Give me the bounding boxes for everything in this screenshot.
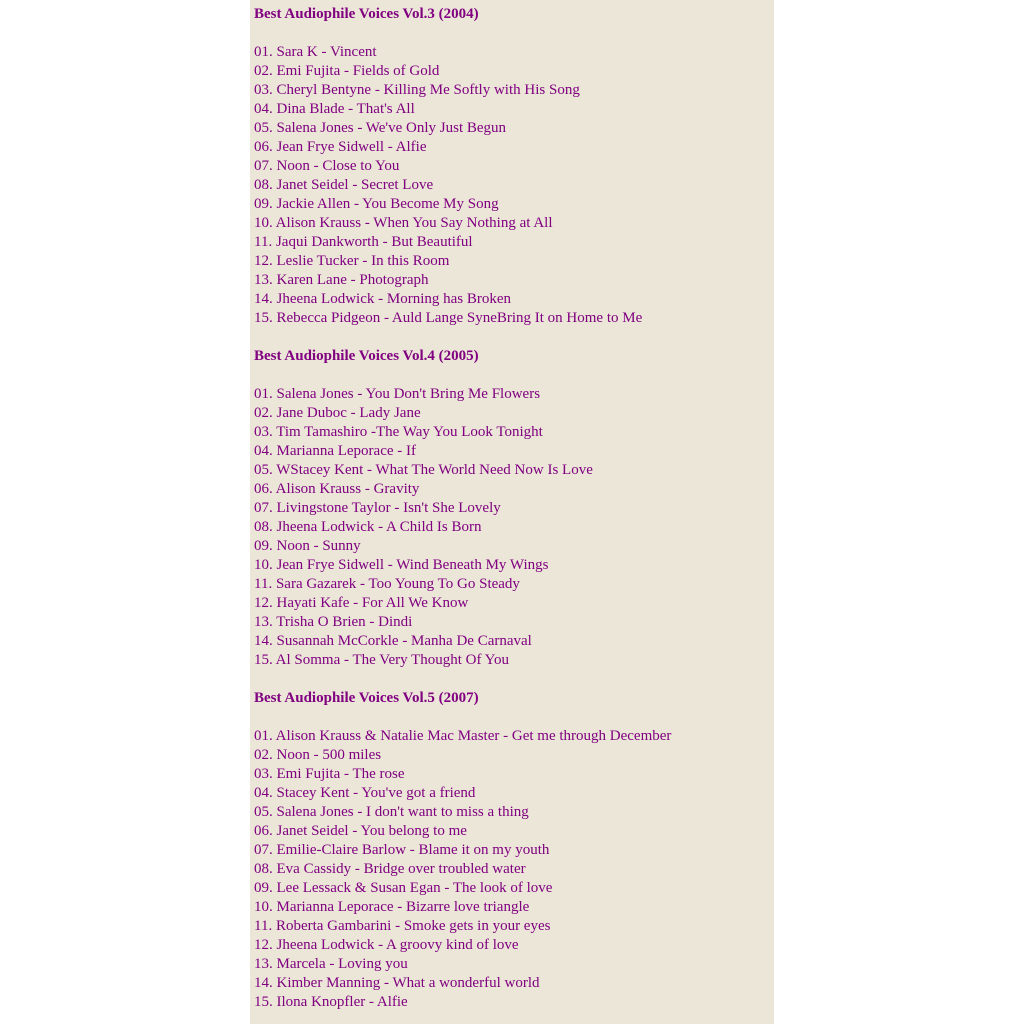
track-item: 01. Alison Krauss & Natalie Mac Master - Get me through December bbox=[254, 728, 672, 744]
track-item: 04. Stacey Kent - You've got a friend bbox=[254, 785, 476, 801]
track-item: 08. Janet Seidel - Secret Love bbox=[254, 177, 434, 193]
track-item: 06. Jean Frye Sidwell - Alfie bbox=[254, 139, 427, 155]
track-item: 14. Susannah McCorkle - Manha De Carnaval bbox=[254, 633, 532, 649]
content-panel bbox=[250, 0, 774, 1024]
track-item: 15. Rebecca Pidgeon - Auld Lange SyneBring It on Home to Me bbox=[254, 310, 643, 326]
track-list bbox=[254, 385, 770, 670]
track-item: 07. Emilie-Claire Barlow - Blame it on my youth bbox=[254, 842, 550, 858]
track-item: 04. Dina Blade - That's All bbox=[254, 101, 415, 117]
track-item: 10. Jean Frye Sidwell - Wind Beneath My Wings bbox=[254, 557, 549, 573]
track-item: 03. Tim Tamashiro -The Way You Look Tonight bbox=[254, 424, 543, 440]
album-section bbox=[254, 347, 770, 670]
album-title: Best Audiophile Voices Vol.4 (2005) bbox=[254, 348, 479, 364]
track-item: 04. Marianna Leporace - If bbox=[254, 443, 416, 459]
track-item: 13. Trisha O Brien - Dindi bbox=[254, 614, 413, 630]
track-item: 09. Noon - Sunny bbox=[254, 538, 361, 554]
track-item: 01. Sara K - Vincent bbox=[254, 44, 377, 60]
track-item: 08. Eva Cassidy - Bridge over troubled water bbox=[254, 861, 526, 877]
track-item: 09. Lee Lessack & Susan Egan - The look of love bbox=[254, 880, 553, 896]
album-title: Best Audiophile Voices Vol.3 (2004) bbox=[254, 6, 479, 22]
track-item: 02. Emi Fujita - Fields of Gold bbox=[254, 63, 440, 79]
track-item: 10. Alison Krauss - When You Say Nothing at All bbox=[254, 215, 553, 231]
track-item: 02. Noon - 500 miles bbox=[254, 747, 382, 763]
album-section bbox=[254, 5, 770, 328]
track-item: 11. Jaqui Dankworth - But Beautiful bbox=[254, 234, 473, 250]
track-item: 03. Emi Fujita - The rose bbox=[254, 766, 405, 782]
track-item: 03. Cheryl Bentyne - Killing Me Softly with His Song bbox=[254, 82, 580, 98]
track-item: 13. Marcela - Loving you bbox=[254, 956, 408, 972]
track-list bbox=[254, 43, 770, 328]
track-item: 09. Jackie Allen - You Become My Song bbox=[254, 196, 499, 212]
track-item: 06. Janet Seidel - You belong to me bbox=[254, 823, 467, 839]
track-item: 05. Salena Jones - We've Only Just Begun bbox=[254, 120, 507, 136]
track-item: 12. Jheena Lodwick - A groovy kind of love bbox=[254, 937, 519, 953]
track-item: 10. Marianna Leporace - Bizarre love triangle bbox=[254, 899, 530, 915]
track-item: 07. Noon - Close to You bbox=[254, 158, 400, 174]
track-item: 15. Al Somma - The Very Thought Of You bbox=[254, 652, 510, 668]
track-item: 12. Hayati Kafe - For All We Know bbox=[254, 595, 469, 611]
track-item: 15. Ilona Knopfler - Alfie bbox=[254, 994, 408, 1010]
album-section bbox=[254, 689, 770, 1012]
track-item: 07. Livingstone Taylor - Isn't She Lovely bbox=[254, 500, 501, 516]
track-item: 08. Jheena Lodwick - A Child Is Born bbox=[254, 519, 482, 535]
album-title: Best Audiophile Voices Vol.5 (2007) bbox=[254, 690, 479, 706]
track-item: 05. WStacey Kent - What The World Need Now Is Love bbox=[254, 462, 593, 478]
track-list bbox=[254, 727, 770, 1012]
track-item: 11. Roberta Gambarini - Smoke gets in your eyes bbox=[254, 918, 551, 934]
track-item: 05. Salena Jones - I don't want to miss a thing bbox=[254, 804, 529, 820]
track-item: 01. Salena Jones - You Don't Bring Me Flowers bbox=[254, 386, 541, 402]
track-item: 14. Jheena Lodwick - Morning has Broken bbox=[254, 291, 512, 307]
track-item: 02. Jane Duboc - Lady Jane bbox=[254, 405, 421, 421]
track-item: 13. Karen Lane - Photograph bbox=[254, 272, 429, 288]
track-item: 12. Leslie Tucker - In this Room bbox=[254, 253, 450, 269]
track-item: 14. Kimber Manning - What a wonderful world bbox=[254, 975, 540, 991]
album-track-listing bbox=[254, 5, 770, 1031]
track-item: 11. Sara Gazarek - Too Young To Go Steady bbox=[254, 576, 520, 592]
track-item: 06. Alison Krauss - Gravity bbox=[254, 481, 420, 497]
